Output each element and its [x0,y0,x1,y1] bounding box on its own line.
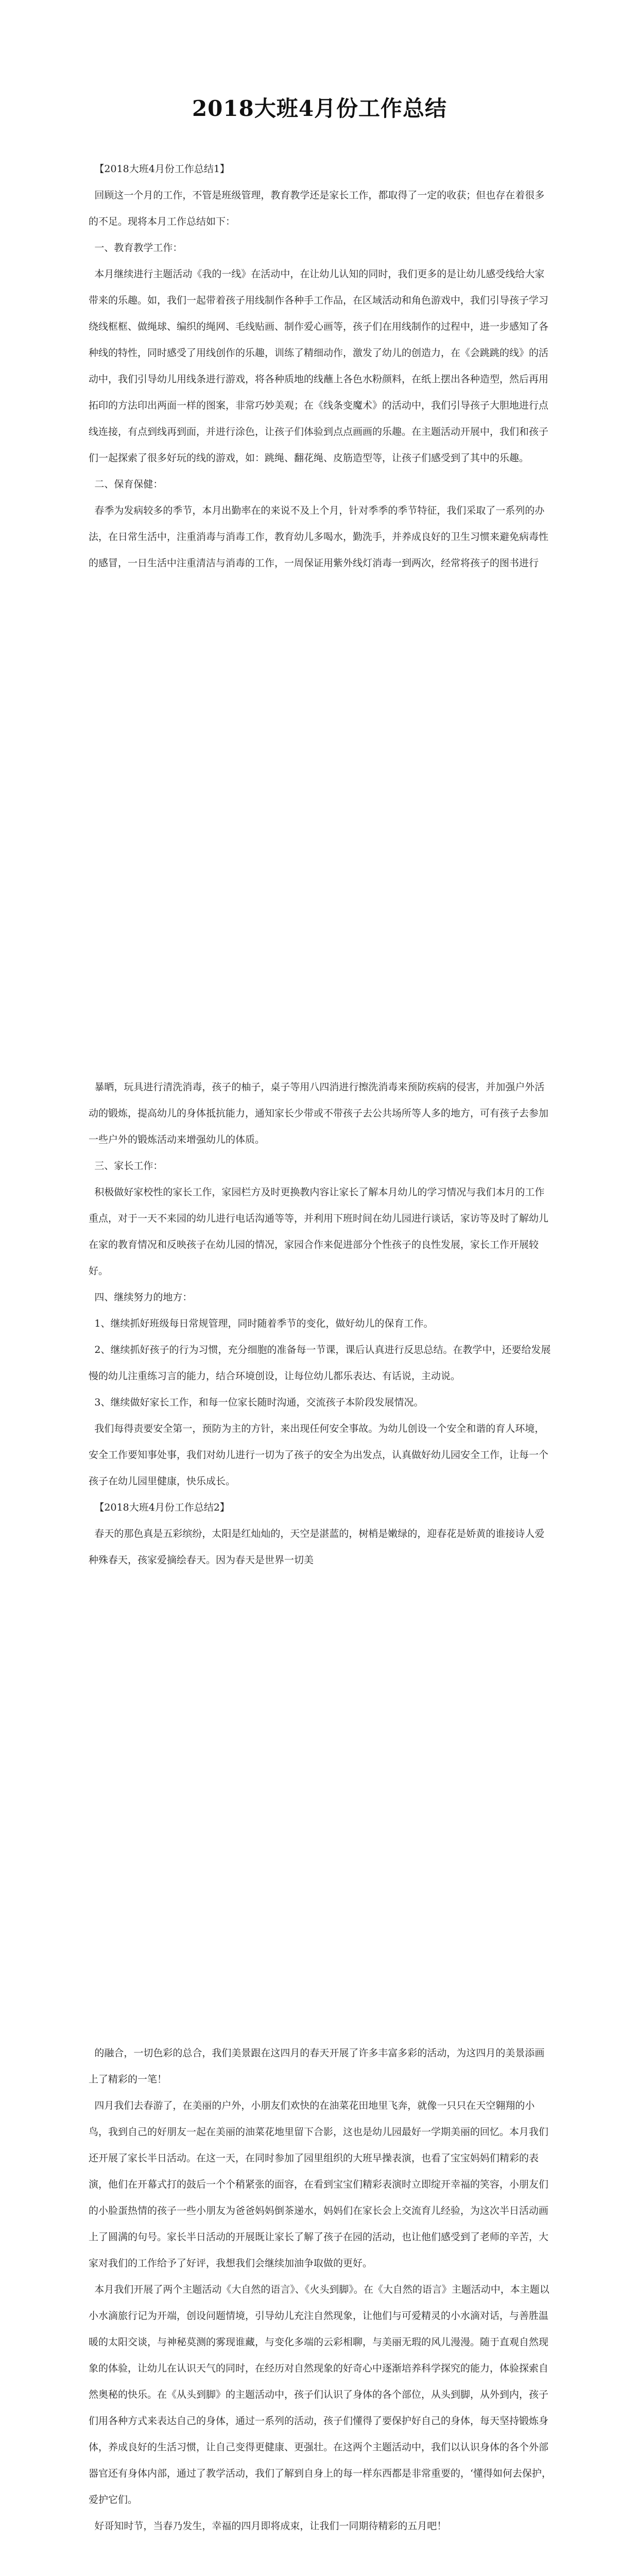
themes-paragraph: 本月我们开展了两个主题活动《大自然的语言》、《火头到脚》。在《大自然的语言》主题活动中，本主题以小水滴旅行记为开端，创设问题情境，引导幼儿充注自然现象，让他们与可爱精灵的小水滴对话，与善胜温暖的太阳交谈，与神秘莫测的雾现谁藏，与变化多端的云彩相聊，与美丽无瑕的风儿漫漫。随于直观自然现象的体验，让幼儿在认识天气的同时，在经历对自然现象的好奇心中逐渐培养科学探究的能力，体验探索自然奥秘的快乐。在《从头到脚》的主题活动中，孩子们认识了身体的各个部位，从头到脚，从外到内，孩子们用各种方式来表达自己的身体，通过一系列的活动，孩子们懂得了要保护好自己的身体，每天坚持锻炼身体，养成良好的生活习惯，让自己变得更健康、更强壮。在这两个主题活动中，我们以认识身体的各个外部器官还有身体内部，通过了教学活动，我们了解到自身上的每一样东西都是非常重要的，‘懂得如何去保护，爱护它们。 [89,2284,552,2505]
improvement-item-3: 3、继续做好家长工作，和每一位家长随时沟通，交流孩子本阶段发展情况。 [94,1397,424,1408]
text-block [89,2040,552,2539]
parents-paragraph: 积极做好家校性的家长工作，家园栏方及时更换教内容让家长了解本月幼儿的学习情况与我们本月的工作重点，对于一天不来园的幼儿进行电话沟通等等，并利用下班时间在幼儿园进行谈话，家访等及时了解幼儿在家的教育情况和反映孩子在幼儿园的情况，家园合作来促进部分个性孩子的良性发展，家长工作开展较好。 [89,1187,549,1277]
section-heading-summary-1: 【2018大班4月份工作总结1】 [94,163,230,175]
safety-paragraph: 我们每得责要安全第一，预防为主的方针，来出现任何安全事故。为幼儿创设一个安全和谐的育人环境，安全工作要知事处事，我们对幼儿进行一切为了孩子的安全为出发点，认真做好幼儿园安全工作，让每一个孩子在幼儿园里健康，快乐成长。 [89,1423,549,1487]
section-heading-improvement: 四、继续努力的地方： [94,1292,193,1303]
text-block [89,1074,552,1573]
improvement-item-1: 1、继续抓好班级每日常规管理，同时随着季节的变化，做好幼儿的保育工作。 [94,1318,434,1329]
section-heading-parents: 三、家长工作： [94,1160,163,1172]
text-block [89,156,552,577]
improvement-item-2: 2、继续抓好孩子的行为习惯，充分细胞的准备每一节课，课后认真进行反思总结。在教学中，还要给发展慢的幼儿注重练习言的能力，结合环境创设，让每位幼儿都乐表达、有话说，主动说。 [89,1344,551,1382]
teaching-paragraph: 本月继续进行主题活动《我的一线》在活动中，在让幼儿认知的同时，我们更多的是让幼儿感受线给大家带来的乐趣。如，我们一起带着孩子用线制作各种手工作品，在区域活动和角色游戏中，我们引导孩子学习绕线框框、做绳球、编织的绳网、毛线贴画、制作爱心画等，孩子们在用线制作的过程中，进一步感知了各种线的特性，同时感受了用线创作的乐趣，训练了精细动作，激发了幼儿的创造力，在《会跳跳的线》的活动中，我们引导幼儿用线条进行游戏，将各种质地的线蘸上各色水粉颜料，在纸上摆出各种造型，然后再用拓印的方法印出两面一样的图案，非常巧妙美观；在《线条变魔术》的活动中，我们引导孩子大胆地进行点线连接，有点到线再到面，并进行涂色，让孩子们体验到点点画画的乐趣。在主题活动开展中，我们和孩子们一起探索了很多好玩的线的游戏，如：跳绳、翻花绳、皮筋造型等，让孩子们感受到了其中的乐趣。 [89,268,549,464]
section-heading-health: 二、保育保健： [94,479,163,490]
spring-paragraph: 春天的那色真是五彩缤纷，太阳是红灿灿的，天空是湛蓝的，树梢是嫩绿的，迎春花是娇黄的谁接诗人爱种殊春天，孩家爱摘绘春天。因为春天是世界一切美 [89,1528,545,1566]
page-title: 2018大班4月份工作总结 [192,96,447,121]
outing-paragraph: 四月我们去春游了，在美丽的户外，小朋友们欢快的在油菜花田地里飞奔，就像一只只在天空翱翔的小鸟，我到自己的好朋友一起在美丽的油菜花地里留下合影，这也是幼儿园最好一学期美丽的回忆。本月我们还开展了家长半日活动。在这一天，在同时参加了园里组织的大班早操表演，也看了宝宝妈妈们精彩的表演，他们在开幕式打的鼓后一个个稍紧张的面容，在看到宝宝们精彩表演时立即绽开幸福的笑容，小朋友们的小脸蛋热情的孩子一些小朋友为爸爸妈妈倒茶递水，妈妈们在家长会上交流育儿经验，为这次半日活动画上了圆满的句号。家长半日活动的开展既让家长了解了孩子在园的活动，也让他们感受到了老师的辛苦，大家对我们的工作给予了好评，我想我们会继续加油争取做的更好。 [89,2100,549,2269]
intro-paragraph: 回顾这一个月的工作，不管是班级管理，教育教学还是家长工作，都取得了一定的收获；但也存在着很多的不足。现将本月工作总结如下： [89,190,545,227]
health-paragraph-continued: 暴晒，玩具进行清洗消毒，孩子的柚子，桌子等用八四消进行擦洗消毒来预防疾病的侵害，并加强户外活动的锻炼，提高幼儿的身体抵抗能力，通知家长少带或不带孩子去公共场所等人多的地方，可有孩子去参加一些户外的锻炼活动来增强幼儿的体质。 [89,1081,549,1145]
section-heading-summary-2: 【2018大班4月份工作总结2】 [94,1502,230,1513]
health-paragraph: 春季为发病较多的季节，本月出勤率在的来说不及上个月，针对季季的季节特征，我们采取了一系列的办法，在日常生活中，注重消毒与消毒工作，教育幼儿多喝水，勤洗手，并养成良好的卫生习惯来避免病毒性的感冒，一日生活中注重清洁与消毒的工作，一周保证用紫外线灯消毒一到两次，经常将孩子的图书进行 [89,505,549,569]
closing-paragraph: 好哥知时节，当春乃发生，幸福的四月即将成束，让我们一同期待精彩的五月吧！ [94,2520,447,2532]
spring-paragraph-continued: 的融合，一切色彩的总合，我们美景跟在这四月的春天开展了许多丰富多彩的活动，为这四月的美景添画上了精彩的一笔！ [89,2047,545,2085]
section-heading-teaching: 一、教育教学工作： [94,242,183,253]
